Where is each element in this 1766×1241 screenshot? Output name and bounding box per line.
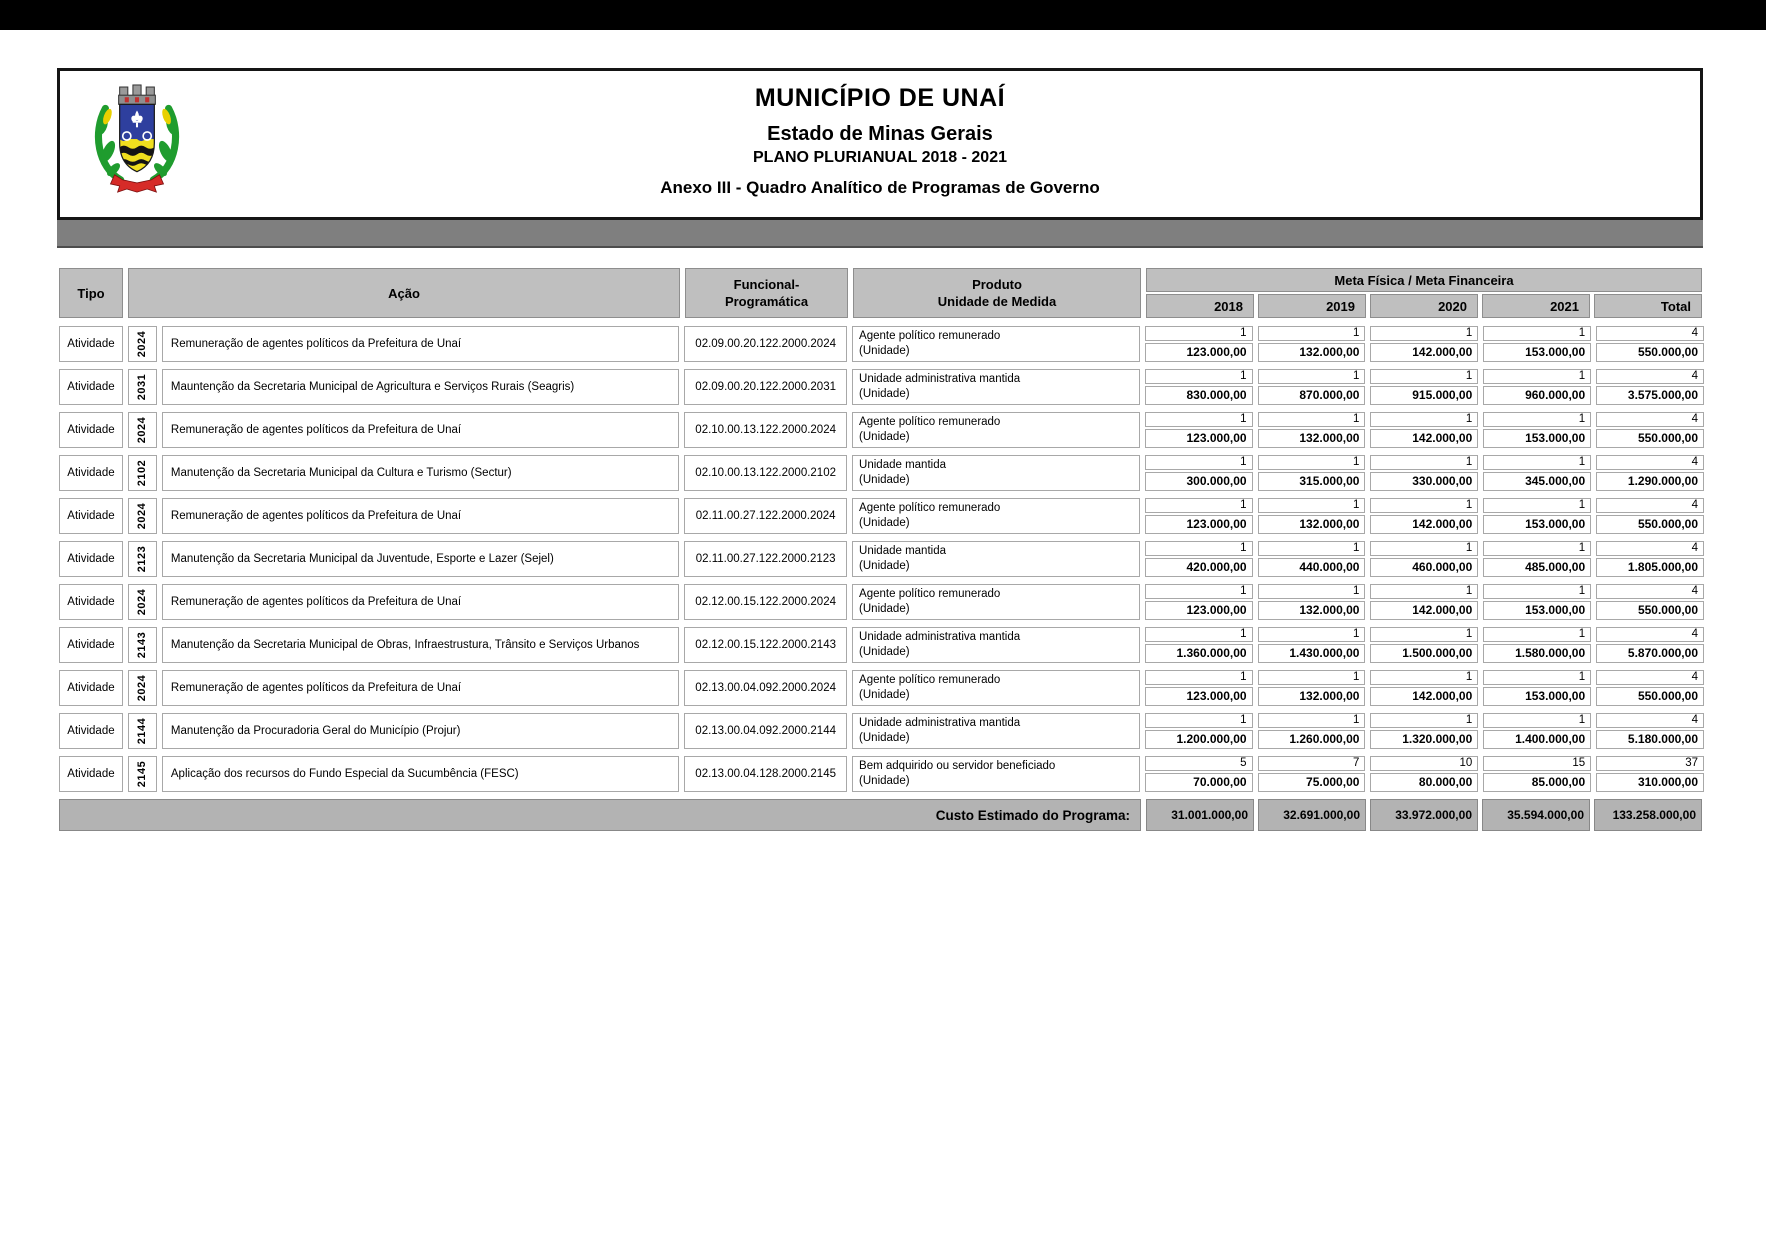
produto-cell	[852, 326, 1140, 362]
meta-cell-2019	[1258, 670, 1366, 706]
meta-cell-total	[1596, 541, 1704, 577]
produto-text: Agente político remunerado	[859, 330, 1001, 342]
produto-text: Agente político remunerado	[859, 502, 1001, 514]
meta-cell-2019	[1258, 541, 1366, 577]
meta-financeira-value: 142.000,00	[1370, 429, 1478, 448]
meta-cell-2021	[1483, 756, 1591, 792]
produto-text: Unidade administrativa mantida	[859, 631, 1021, 643]
meta-cell-2020	[1370, 498, 1478, 534]
page-title: MUNICÍPIO DE UNAÍ	[754, 84, 1006, 112]
meta-cell-2019	[1258, 455, 1366, 491]
meta-fisica-value: 1	[1370, 584, 1478, 599]
meta-financeira-value: 1.360.000,00	[1145, 644, 1253, 663]
year-header-row	[1146, 294, 1702, 318]
meta-cell-2018	[1145, 455, 1253, 491]
meta-cell-2020	[1370, 584, 1478, 620]
meta-cell-2021	[1483, 369, 1591, 405]
meta-financeira-value: 142.000,00	[1370, 343, 1478, 362]
table-row	[59, 326, 1704, 362]
acao-cell: Manutenção da Secretaria Municipal da Cultura e Turismo (Sectur)	[162, 455, 679, 491]
meta-cell-2021	[1483, 455, 1591, 491]
meta-fisica-value: 1	[1370, 713, 1478, 728]
tipo-cell: Atividade	[59, 498, 123, 534]
meta-financeira-value: 460.000,00	[1370, 558, 1478, 577]
meta-fisica-value: 4	[1596, 326, 1704, 341]
meta-financeira-value: 1.805.000,00	[1596, 558, 1704, 577]
meta-cell-2021	[1483, 326, 1591, 362]
tipo-cell: Atividade	[59, 326, 123, 362]
action-number-cell: 2031	[128, 369, 157, 405]
tipo-cell: Atividade	[59, 455, 123, 491]
meta-fisica-value: 1	[1483, 541, 1591, 556]
produto-text: Unidade mantida	[859, 459, 946, 471]
meta-financeira-value: 1.430.000,00	[1258, 644, 1366, 663]
meta-financeira-value: 1.260.000,00	[1258, 730, 1366, 749]
footer-total-2018: 31.001.000,00	[1146, 799, 1254, 831]
tipo-cell: Atividade	[59, 670, 123, 706]
action-number-cell: 2144	[128, 713, 157, 749]
plan-title: PLANO PLURIANUAL 2018 - 2021	[753, 149, 1007, 166]
meta-fisica-value: 1	[1483, 670, 1591, 685]
meta-cell-2018	[1145, 498, 1253, 534]
action-number-cell: 2102	[128, 455, 157, 491]
tipo-cell: Atividade	[59, 713, 123, 749]
meta-financeira-value: 80.000,00	[1370, 773, 1478, 792]
meta-fisica-value: 1	[1145, 670, 1253, 685]
meta-financeira-value: 132.000,00	[1258, 429, 1366, 448]
meta-cell-2019	[1258, 756, 1366, 792]
header-divider-bar	[57, 220, 1703, 248]
meta-fisica-value: 1	[1483, 713, 1591, 728]
produto-cell	[852, 756, 1140, 792]
meta-fisica-value: 1	[1145, 584, 1253, 599]
header-box	[57, 68, 1703, 220]
meta-fisica-value: 10	[1370, 756, 1478, 771]
footer-total-2021: 35.594.000,00	[1482, 799, 1590, 831]
meta-financeira-value: 153.000,00	[1483, 429, 1591, 448]
meta-fisica-value: 1	[1258, 412, 1366, 427]
table-body	[59, 326, 1704, 792]
meta-header: Meta Física / Meta Financeira	[1146, 268, 1702, 292]
acao-cell: Manutenção da Procuradoria Geral do Município (Projur)	[162, 713, 679, 749]
meta-cell-2021	[1483, 584, 1591, 620]
meta-cell-2020	[1370, 369, 1478, 405]
meta-fisica-value: 1	[1370, 455, 1478, 470]
meta-financeira-value: 132.000,00	[1258, 601, 1366, 620]
meta-fisica-value: 1	[1258, 541, 1366, 556]
meta-cell-2019	[1258, 627, 1366, 663]
meta-cell-2018	[1145, 713, 1253, 749]
meta-fisica-value: 1	[1145, 455, 1253, 470]
meta-financeira-value: 142.000,00	[1370, 515, 1478, 534]
meta-fisica-value: 4	[1596, 584, 1704, 599]
meta-cell-2020	[1370, 541, 1478, 577]
meta-cell-2018	[1145, 541, 1253, 577]
meta-fisica-value: 1	[1145, 412, 1253, 427]
meta-cell-total	[1596, 326, 1704, 362]
meta-financeira-value: 70.000,00	[1145, 773, 1253, 792]
unidade-text: (Unidade)	[859, 474, 910, 486]
meta-fisica-value: 1	[1483, 627, 1591, 642]
action-number-cell: 2024	[128, 584, 157, 620]
meta-cell-2018	[1145, 412, 1253, 448]
meta-cell-2018	[1145, 627, 1253, 663]
produto-cell	[852, 584, 1140, 620]
meta-financeira-value: 440.000,00	[1258, 558, 1366, 577]
meta-cell-total	[1596, 756, 1704, 792]
meta-cell-total	[1596, 713, 1704, 749]
meta-financeira-value: 550.000,00	[1596, 515, 1704, 534]
meta-financeira-value: 123.000,00	[1145, 343, 1253, 362]
unidade-text: (Unidade)	[859, 388, 910, 400]
tipo-cell: Atividade	[59, 756, 123, 792]
meta-financeira-value: 550.000,00	[1596, 601, 1704, 620]
unidade-text: (Unidade)	[859, 732, 910, 744]
meta-cell-total	[1596, 584, 1704, 620]
meta-fisica-value: 1	[1258, 498, 1366, 513]
produto-text: Agente político remunerado	[859, 416, 1001, 428]
meta-fisica-value: 1	[1258, 627, 1366, 642]
meta-financeira-value: 310.000,00	[1596, 773, 1704, 792]
meta-financeira-value: 123.000,00	[1145, 429, 1253, 448]
meta-fisica-value: 4	[1596, 541, 1704, 556]
meta-fisica-value: 1	[1370, 670, 1478, 685]
meta-fisica-value: 1	[1258, 713, 1366, 728]
produto-cell	[852, 541, 1140, 577]
unidade-text: (Unidade)	[859, 603, 910, 615]
meta-financeira-value: 345.000,00	[1483, 472, 1591, 491]
acao-cell: Remuneração de agentes políticos da Prefeitura de Unaí	[162, 498, 679, 534]
table-row	[59, 756, 1704, 792]
action-number-cell: 2123	[128, 541, 157, 577]
meta-financeira-value: 123.000,00	[1145, 601, 1253, 620]
table-footer-row	[59, 799, 1704, 831]
meta-cell-2019	[1258, 713, 1366, 749]
tipo-cell: Atividade	[59, 412, 123, 448]
funcional-cell: 02.13.00.04.128.2000.2145	[684, 756, 847, 792]
action-number-cell: 2024	[128, 670, 157, 706]
produto-cell	[852, 369, 1140, 405]
funcional-cell: 02.11.00.27.122.2000.2123	[684, 541, 847, 577]
acao-cell: Remuneração de agentes políticos da Prefeitura de Unaí	[162, 326, 679, 362]
meta-fisica-value: 1	[1370, 412, 1478, 427]
unidade-text: (Unidade)	[859, 431, 910, 443]
table-header-row	[59, 268, 1704, 318]
meta-fisica-value: 1	[1145, 713, 1253, 728]
meta-financeira-value: 550.000,00	[1596, 687, 1704, 706]
meta-cell-2021	[1483, 670, 1591, 706]
meta-fisica-value: 1	[1483, 498, 1591, 513]
tipo-cell: Atividade	[59, 541, 123, 577]
meta-fisica-value: 1	[1483, 584, 1591, 599]
meta-fisica-value: 1	[1370, 627, 1478, 642]
meta-cell-2020	[1370, 326, 1478, 362]
meta-financeira-value: 5.870.000,00	[1596, 644, 1704, 663]
meta-cell-2018	[1145, 326, 1253, 362]
acao-cell: Remuneração de agentes políticos da Prefeitura de Unaí	[162, 412, 679, 448]
meta-cell-total	[1596, 627, 1704, 663]
acao-cell: Manutenção da Secretaria Municipal de Obras, Infraestrustura, Trânsito e Serviços Urbanos	[162, 627, 679, 663]
meta-fisica-value: 1	[1483, 369, 1591, 384]
meta-cell-2020	[1370, 412, 1478, 448]
unidade-text: (Unidade)	[859, 345, 910, 357]
meta-cell-2021	[1483, 627, 1591, 663]
year-header-total: Total	[1594, 294, 1702, 318]
meta-fisica-value: 4	[1596, 670, 1704, 685]
footer-total-2020: 33.972.000,00	[1370, 799, 1478, 831]
meta-financeira-value: 153.000,00	[1483, 601, 1591, 620]
column-header-acao: Ação	[128, 268, 680, 318]
meta-cell-2021	[1483, 412, 1591, 448]
unidade-text: (Unidade)	[859, 775, 910, 787]
top-black-bar	[0, 0, 1766, 30]
meta-fisica-value: 1	[1258, 670, 1366, 685]
meta-financeira-value: 132.000,00	[1258, 515, 1366, 534]
meta-fisica-value: 1	[1145, 369, 1253, 384]
meta-financeira-value: 550.000,00	[1596, 343, 1704, 362]
unidade-text: (Unidade)	[859, 689, 910, 701]
produto-cell	[852, 670, 1140, 706]
meta-financeira-value: 550.000,00	[1596, 429, 1704, 448]
meta-cell-2019	[1258, 498, 1366, 534]
meta-cell-2018	[1145, 584, 1253, 620]
meta-cell-total	[1596, 412, 1704, 448]
meta-fisica-value: 4	[1596, 713, 1704, 728]
column-header-produto: Produto Unidade de Medida	[853, 268, 1141, 318]
acao-cell: Remuneração de agentes políticos da Prefeitura de Unaí	[162, 670, 679, 706]
meta-financeira-value: 153.000,00	[1483, 687, 1591, 706]
produto-cell	[852, 455, 1140, 491]
tipo-cell: Atividade	[59, 584, 123, 620]
table-row	[59, 369, 1704, 405]
produto-text: Unidade administrativa mantida	[859, 717, 1021, 729]
meta-cell-2020	[1370, 670, 1478, 706]
meta-cell-2018	[1145, 756, 1253, 792]
meta-header-group	[1146, 268, 1702, 318]
meta-financeira-value: 123.000,00	[1145, 515, 1253, 534]
meta-financeira-value: 330.000,00	[1370, 472, 1478, 491]
produto-text: Unidade mantida	[859, 545, 946, 557]
meta-financeira-value: 142.000,00	[1370, 601, 1478, 620]
meta-financeira-value: 1.400.000,00	[1483, 730, 1591, 749]
meta-fisica-value: 4	[1596, 369, 1704, 384]
year-header-2019: 2019	[1258, 294, 1366, 318]
produto-text: Bem adquirido ou servidor beneficiado	[859, 760, 1056, 772]
meta-cell-total	[1596, 455, 1704, 491]
meta-financeira-value: 830.000,00	[1145, 386, 1253, 405]
meta-cell-2018	[1145, 670, 1253, 706]
meta-financeira-value: 420.000,00	[1145, 558, 1253, 577]
header-titles	[60, 71, 1700, 198]
unidade-text: (Unidade)	[859, 560, 910, 572]
produto-text: Unidade administrativa mantida	[859, 373, 1021, 385]
meta-financeira-value: 85.000,00	[1483, 773, 1591, 792]
meta-financeira-value: 960.000,00	[1483, 386, 1591, 405]
meta-fisica-value: 5	[1145, 756, 1253, 771]
meta-fisica-value: 4	[1596, 455, 1704, 470]
funcional-cell: 02.10.00.13.122.2000.2102	[684, 455, 847, 491]
produto-text: Agente político remunerado	[859, 588, 1001, 600]
meta-cell-2020	[1370, 756, 1478, 792]
meta-financeira-value: 1.200.000,00	[1145, 730, 1253, 749]
meta-cell-2019	[1258, 326, 1366, 362]
table-row	[59, 541, 1704, 577]
meta-cell-2021	[1483, 713, 1591, 749]
meta-financeira-value: 3.575.000,00	[1596, 386, 1704, 405]
meta-cell-2021	[1483, 541, 1591, 577]
meta-cell-2020	[1370, 713, 1478, 749]
action-number-cell: 2143	[128, 627, 157, 663]
meta-fisica-value: 1	[1370, 541, 1478, 556]
funcional-cell: 02.09.00.20.122.2000.2024	[684, 326, 847, 362]
unidade-text: (Unidade)	[859, 517, 910, 529]
funcional-cell: 02.12.00.15.122.2000.2024	[684, 584, 847, 620]
meta-cell-2018	[1145, 369, 1253, 405]
action-number-cell: 2024	[128, 498, 157, 534]
meta-fisica-value: 1	[1145, 627, 1253, 642]
acao-cell: Remuneração de agentes políticos da Prefeitura de Unaí	[162, 584, 679, 620]
meta-financeira-value: 300.000,00	[1145, 472, 1253, 491]
meta-fisica-value: 1	[1370, 498, 1478, 513]
meta-cell-2020	[1370, 627, 1478, 663]
table-row	[59, 584, 1704, 620]
year-header-2021: 2021	[1482, 294, 1590, 318]
acao-cell: Aplicação dos recursos do Fundo Especial da Sucumbência (FESC)	[162, 756, 679, 792]
funcional-cell: 02.09.00.20.122.2000.2031	[684, 369, 847, 405]
meta-fisica-value: 1	[1258, 326, 1366, 341]
meta-cell-2019	[1258, 584, 1366, 620]
funcional-cell: 02.11.00.27.122.2000.2024	[684, 498, 847, 534]
meta-fisica-value: 1	[1370, 326, 1478, 341]
acao-cell: Mauntenção da Secretaria Municipal de Agricultura e Serviços Rurais (Seagris)	[162, 369, 679, 405]
year-header-2020: 2020	[1370, 294, 1478, 318]
meta-financeira-value: 1.290.000,00	[1596, 472, 1704, 491]
produto-cell	[852, 412, 1140, 448]
meta-fisica-value: 4	[1596, 412, 1704, 427]
meta-fisica-value: 1	[1258, 584, 1366, 599]
meta-fisica-value: 1	[1483, 412, 1591, 427]
meta-fisica-value: 1	[1145, 541, 1253, 556]
meta-fisica-value: 4	[1596, 498, 1704, 513]
footer-total-total: 133.258.000,00	[1594, 799, 1702, 831]
meta-fisica-value: 1	[1258, 369, 1366, 384]
footer-label-bar: Custo Estimado do Programa:	[59, 799, 1141, 831]
meta-financeira-value: 5.180.000,00	[1596, 730, 1704, 749]
meta-cell-2020	[1370, 455, 1478, 491]
tipo-cell: Atividade	[59, 369, 123, 405]
produto-cell	[852, 627, 1140, 663]
table-row	[59, 627, 1704, 663]
meta-financeira-value: 485.000,00	[1483, 558, 1591, 577]
program-table	[59, 268, 1704, 831]
meta-financeira-value: 132.000,00	[1258, 343, 1366, 362]
meta-cell-2019	[1258, 412, 1366, 448]
meta-cell-2019	[1258, 369, 1366, 405]
meta-fisica-value: 1	[1258, 455, 1366, 470]
meta-fisica-value: 1	[1145, 326, 1253, 341]
funcional-cell: 02.13.00.04.092.2000.2024	[684, 670, 847, 706]
action-number-cell: 2024	[128, 326, 157, 362]
meta-fisica-value: 1	[1145, 498, 1253, 513]
meta-fisica-value: 1	[1483, 455, 1591, 470]
meta-fisica-value: 15	[1483, 756, 1591, 771]
produto-cell	[852, 498, 1140, 534]
meta-financeira-value: 1.500.000,00	[1370, 644, 1478, 663]
table-row	[59, 498, 1704, 534]
meta-financeira-value: 1.580.000,00	[1483, 644, 1591, 663]
meta-fisica-value: 4	[1596, 627, 1704, 642]
unidade-text: (Unidade)	[859, 646, 910, 658]
meta-fisica-value: 37	[1596, 756, 1704, 771]
meta-fisica-value: 1	[1370, 369, 1478, 384]
table-row	[59, 713, 1704, 749]
funcional-cell: 02.13.00.04.092.2000.2144	[684, 713, 847, 749]
action-number-cell: 2145	[128, 756, 157, 792]
meta-cell-total	[1596, 498, 1704, 534]
action-number-cell: 2024	[128, 412, 157, 448]
table-row	[59, 412, 1704, 448]
funcional-cell: 02.12.00.15.122.2000.2143	[684, 627, 847, 663]
column-header-tipo: Tipo	[59, 268, 123, 318]
meta-financeira-value: 1.320.000,00	[1370, 730, 1478, 749]
annex-title: Anexo III - Quadro Analítico de Programas de Governo	[660, 178, 1100, 197]
meta-financeira-value: 132.000,00	[1258, 687, 1366, 706]
tipo-cell: Atividade	[59, 627, 123, 663]
produto-cell	[852, 713, 1140, 749]
meta-financeira-value: 315.000,00	[1258, 472, 1366, 491]
meta-financeira-value: 153.000,00	[1483, 343, 1591, 362]
meta-fisica-value: 1	[1483, 326, 1591, 341]
meta-fisica-value: 7	[1258, 756, 1366, 771]
state-subtitle: Estado de Minas Gerais	[767, 123, 993, 145]
footer-values	[1146, 799, 1702, 831]
meta-financeira-value: 915.000,00	[1370, 386, 1478, 405]
meta-financeira-value: 142.000,00	[1370, 687, 1478, 706]
table-row	[59, 455, 1704, 491]
meta-cell-total	[1596, 369, 1704, 405]
year-header-2018: 2018	[1146, 294, 1254, 318]
footer-total-2019: 32.691.000,00	[1258, 799, 1366, 831]
meta-financeira-value: 123.000,00	[1145, 687, 1253, 706]
meta-financeira-value: 75.000,00	[1258, 773, 1366, 792]
column-header-funcional: Funcional- Programática	[685, 268, 848, 318]
meta-cell-2021	[1483, 498, 1591, 534]
meta-cell-total	[1596, 670, 1704, 706]
acao-cell: Manutenção da Secretaria Municipal da Juventude, Esporte e Lazer (Sejel)	[162, 541, 679, 577]
funcional-cell: 02.10.00.13.122.2000.2024	[684, 412, 847, 448]
meta-financeira-value: 153.000,00	[1483, 515, 1591, 534]
produto-text: Agente político remunerado	[859, 674, 1001, 686]
table-row	[59, 670, 1704, 706]
meta-financeira-value: 870.000,00	[1258, 386, 1366, 405]
